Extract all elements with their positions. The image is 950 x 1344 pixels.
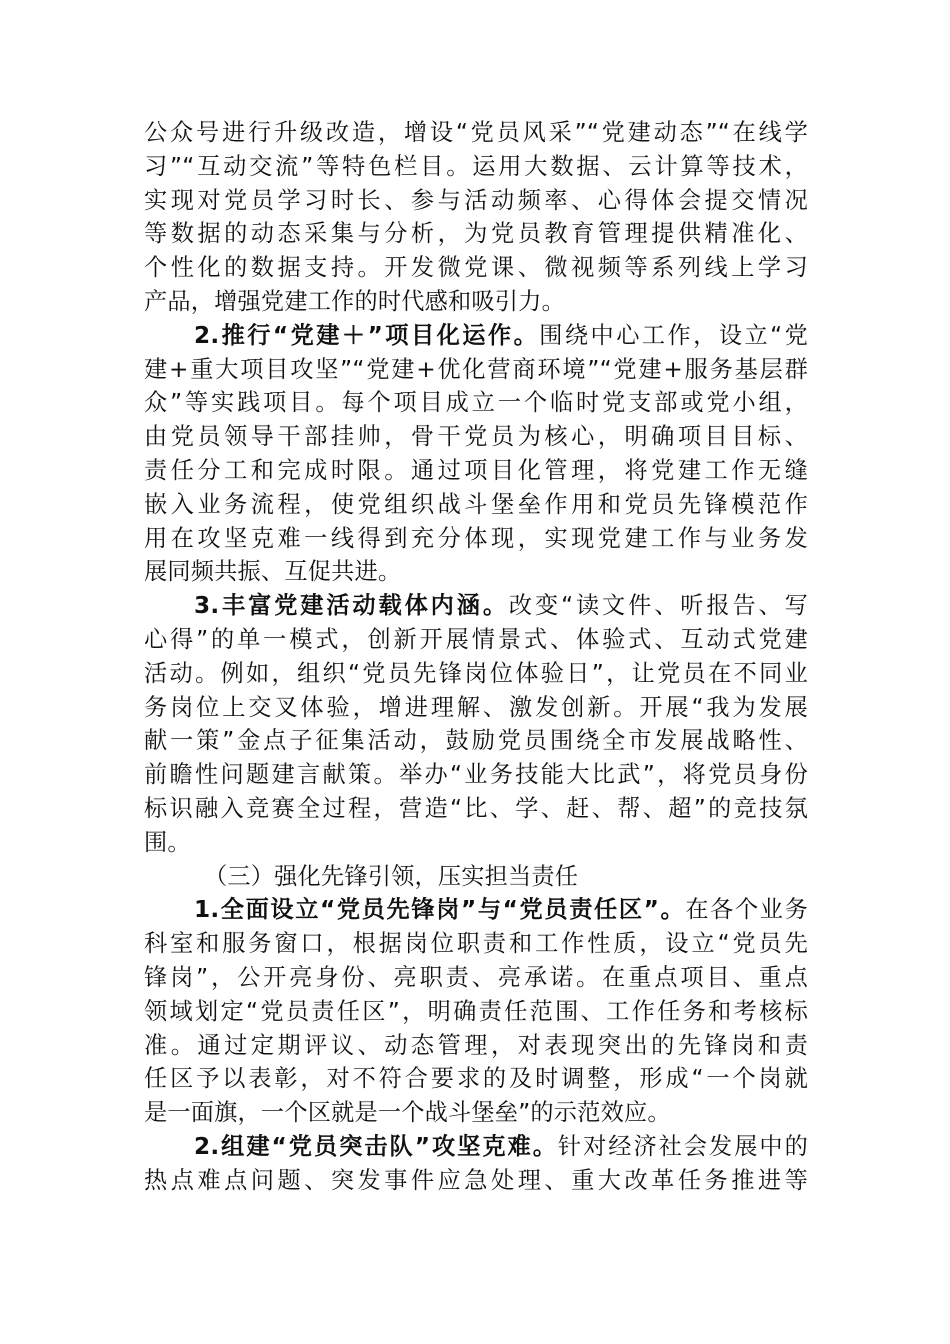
paragraph-item-2 <box>144 319 808 589</box>
text-line: 准。通过定期评议、动态管理，对表现突出的先锋岗和责 <box>144 1031 808 1059</box>
paragraph-item-3 <box>144 589 808 859</box>
text-line: 围。 <box>144 828 191 856</box>
text-line: 责任分工和完成时限。通过项目化管理，将党建工作无缝 <box>144 456 808 484</box>
item-text: 改变“读文件、听报告、写 <box>508 592 808 620</box>
paragraph-sec3-item-1 <box>144 893 808 1130</box>
text-line-first <box>144 893 808 927</box>
text-line: 活动。例如，组织“党员先锋岗位体验日”，让党员在不同业 <box>144 659 808 687</box>
text-line: 公众号进行升级改造，增设“党员风采”“党建动态”“在线学 <box>144 119 808 146</box>
text-line: 等数据的动态采集与分析，为党员教育管理提供精准化、 <box>144 220 808 248</box>
text-line-first <box>144 319 808 353</box>
text-line: 科室和服务窗口，根据岗位职责和工作性质，设立“党员先 <box>144 930 808 958</box>
item-heading: 2.组建“党员突击队”攻坚克难。 <box>194 1132 558 1160</box>
text-line: 展同频共振、互促共进。 <box>144 558 402 586</box>
text-line: 是一面旗，一个区就是一个战斗堡垒”的示范效应。 <box>144 1099 671 1127</box>
text-line: 任区予以表彰，对不符合要求的及时调整，形成“一个岗就 <box>144 1065 808 1093</box>
text-line: 锋岗”，公开亮身份、亮职责、亮承诺。在重点项目、重点 <box>144 963 808 991</box>
text-line: 个性化的数据支持。开发微党课、微视频等系列线上学习 <box>144 254 808 282</box>
text-line: 习”“互动交流”等特色栏目。运用大数据、云计算等技术， <box>144 152 808 180</box>
paragraph-intro-continued <box>144 116 808 319</box>
item-heading: 2.推行“党建＋”项目化运作。 <box>194 321 540 349</box>
item-text: 在各个业务 <box>685 896 809 924</box>
text-line: 由党员领导干部挂帅，骨干党员为核心，明确项目目标、 <box>144 423 808 451</box>
item-heading: 1.全面设立“党员先锋岗”与“党员责任区”。 <box>194 896 686 924</box>
item-heading: 3.丰富党建活动载体内涵。 <box>194 592 509 620</box>
section-heading: （三）强化先锋引领，压实担当责任 <box>204 862 579 890</box>
text-line-first <box>144 589 808 623</box>
text-line: 务岗位上交叉体验，增进理解、激发创新。开展“我为发展 <box>144 693 808 721</box>
text-line-first <box>144 1130 808 1164</box>
text-line: 嵌入业务流程，使党组织战斗堡垒作用和党员先锋模范作 <box>144 490 808 518</box>
text-line: 献一策”金点子征集活动，鼓励党员围绕全市发展战略性、 <box>144 727 808 755</box>
text-line: 建+重大项目攻坚”“党建+优化营商环境”“党建+服务基层群 <box>144 355 808 383</box>
text-line: 标识融入竞赛全过程，营造“比、学、赶、帮、超”的竞技氛 <box>144 794 808 822</box>
document-page <box>144 116 808 1198</box>
item-text: 围绕中心工作，设立“党 <box>539 321 808 349</box>
text-line: 用在攻坚克难一线得到充分体现，实现党建工作与业务发 <box>144 524 808 552</box>
paragraph-sec3-item-2 <box>144 1130 808 1198</box>
text-line: 实现对党员学习时长、参与活动频率、心得体会提交情况 <box>144 186 808 214</box>
text-line: 产品，增强党建工作的时代感和吸引力。 <box>144 287 565 315</box>
text-line: 前瞻性问题建言献策。举办“业务技能大比武”，将党员身份 <box>144 761 808 789</box>
text-line: 心得”的单一模式，创新开展情景式、体验式、互动式党建 <box>144 625 808 653</box>
text-line: 领域划定“党员责任区”，明确责任范围、工作任务和考核标 <box>144 997 808 1025</box>
item-text: 针对经济社会发展中的 <box>557 1132 808 1160</box>
text-line: 众”等实践项目。每个项目成立一个临时党支部或党小组， <box>144 389 808 417</box>
text-line: 热点难点问题、突发事件应急处理、重大改革任务推进等 <box>144 1166 808 1194</box>
